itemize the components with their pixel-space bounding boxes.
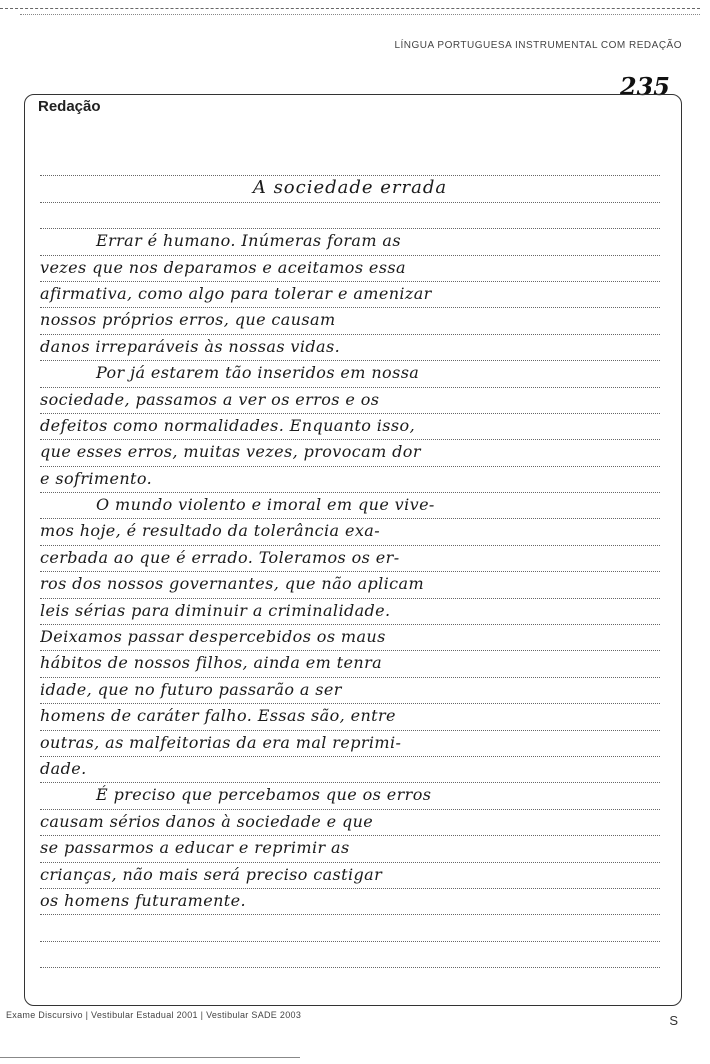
essay-line: nossos próprios erros, que causam xyxy=(40,308,660,334)
essay-lines xyxy=(40,150,660,968)
essay-line: afirmativa, como algo para tolerar e amenizar xyxy=(40,282,660,308)
essay-line: homens de caráter falho. Essas são, entre xyxy=(40,704,660,730)
blank-line xyxy=(40,942,660,968)
essay-line: vezes que nos deparamos e aceitamos essa xyxy=(40,256,660,282)
essay-title: A sociedade errada xyxy=(40,176,660,202)
essay-line: e sofrimento. xyxy=(40,467,660,493)
essay-line: os homens futuramente. xyxy=(40,889,660,915)
bottom-rule xyxy=(0,1057,300,1058)
blank-line xyxy=(40,203,660,229)
essay-line: se passarmos a educar e reprimir as xyxy=(40,836,660,862)
footer-page-letter: S xyxy=(669,1013,678,1028)
blank-line xyxy=(40,150,660,176)
essay-line: causam sérios danos à sociedade e que xyxy=(40,810,660,836)
essay-line: ros dos nossos governantes, que não aplicam xyxy=(40,572,660,598)
essay-line: crianças, não mais será preciso castigar xyxy=(40,863,660,889)
essay-line: hábitos de nossos filhos, ainda em tenra xyxy=(40,651,660,677)
essay-line: mos hoje, é resultado da tolerância exa- xyxy=(40,519,660,545)
handwritten-page-number: 235 xyxy=(619,72,670,101)
footer-text: Exame Discursivo | Vestibular Estadual 2001 | Vestibular SADE 2003 xyxy=(6,1010,302,1020)
essay-line: outras, as malfeitorias da era mal reprimi- xyxy=(40,731,660,757)
essay-line: Deixamos passar despercebidos os maus xyxy=(40,625,660,651)
essay-line: que esses erros, muitas vezes, provocam dor xyxy=(40,440,660,466)
essay-line: É preciso que percebamos que os erros xyxy=(40,783,660,809)
top-dotted-rule xyxy=(20,14,700,15)
essay-line: O mundo violento e imoral em que vive- xyxy=(40,493,660,519)
essay-line: defeitos como normalidades. Enquanto isso, xyxy=(40,414,660,440)
essay-line: leis sérias para diminuir a criminalidade. xyxy=(40,599,660,625)
subject-header: LÍNGUA PORTUGUESA INSTRUMENTAL COM REDAÇÃO xyxy=(394,40,682,51)
essay-line: cerbada ao que é errado. Toleramos os er- xyxy=(40,546,660,572)
essay-line: Errar é humano. Inúmeras foram as xyxy=(40,229,660,255)
blank-line xyxy=(40,915,660,941)
top-dashed-rule xyxy=(0,8,700,9)
essay-line: sociedade, passamos a ver os erros e os xyxy=(40,388,660,414)
essay-line: idade, que no futuro passarão a ser xyxy=(40,678,660,704)
essay-line: Por já estarem tão inseridos em nossa xyxy=(40,361,660,387)
essay-line: danos irreparáveis às nossas vidas. xyxy=(40,335,660,361)
essay-line: dade. xyxy=(40,757,660,783)
section-title: Redação xyxy=(38,98,101,115)
